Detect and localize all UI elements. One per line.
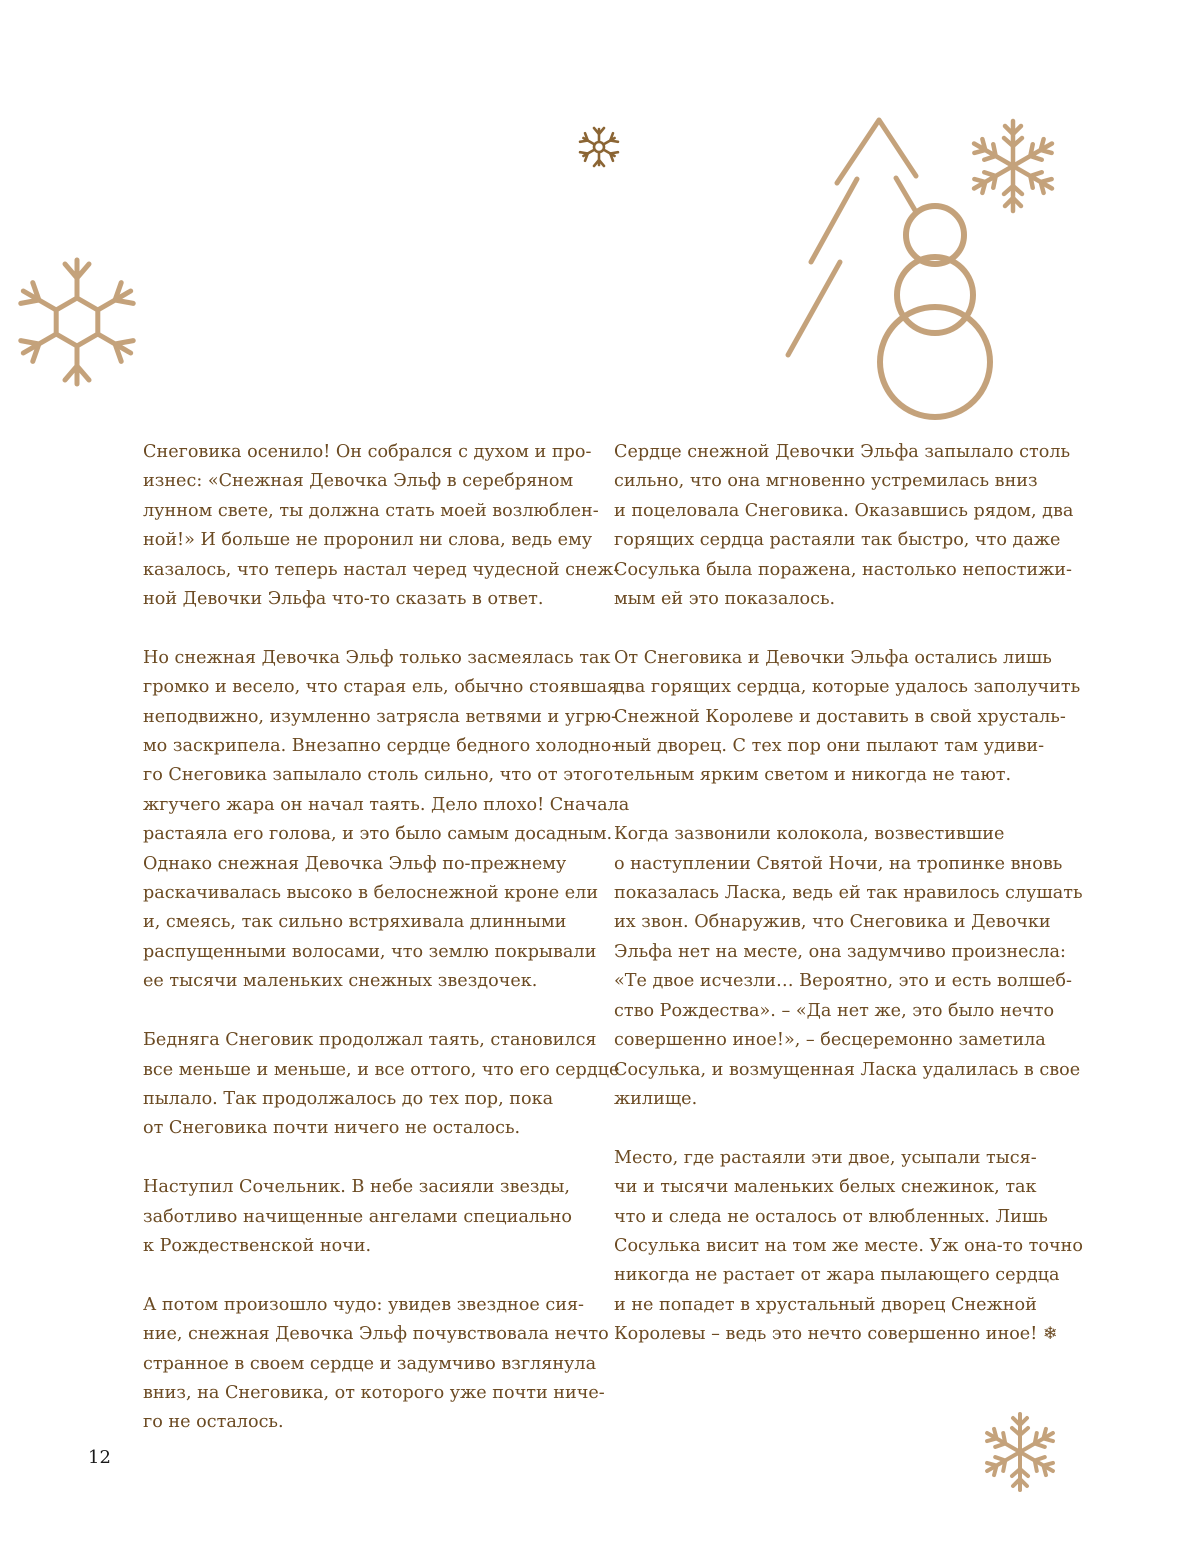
text-line: два горящих сердца, которые удалось заполучить [614, 677, 1081, 698]
paragraph [143, 644, 630, 997]
text-line: лунном свете, ты должна стать моей возлюблен- [143, 500, 599, 521]
text-line: изнес: «Снежная Девочка Эльф в серебряном [143, 471, 574, 492]
snowflake-bottom-right-icon [980, 1412, 1060, 1492]
text-line: Эльфа нет на месте, она задумчиво произнесла: [614, 941, 1066, 962]
text-line: Место, где растаяли эти двое, усыпали тыся- [614, 1147, 1037, 1168]
text-line: показалась Ласка, ведь ей так нравилось слушать [614, 883, 1083, 904]
text-line: горящих сердца растаяли так быстро, что даже [614, 530, 1061, 551]
text-line: раскачивалась высоко в белоснежной кроне ели [143, 883, 599, 904]
text-line: их звон. Обнаружив, что Снеговика и Девочки [614, 912, 1051, 933]
text-line: Однако снежная Девочка Эльф по-прежнему [143, 853, 567, 874]
text-line: чи и тысячи маленьких белых снежинок, так [614, 1177, 1037, 1198]
text-line: «Те двое исчезли… Вероятно, это и есть волшеб- [614, 971, 1072, 992]
text-line: казалось, что теперь настал черед чудесной снеж- [143, 559, 620, 580]
text-line: Сосулька была поражена, настолько непостижи- [614, 559, 1072, 580]
paragraph [614, 820, 1083, 1114]
text-line: заботливо начищенные ангелами специально [143, 1206, 572, 1227]
page-number: 12 [88, 1447, 111, 1468]
text-line: ный дворец. С тех пор они пылают там удиви- [614, 736, 1045, 757]
text-line: Королевы – ведь это нечто совершенно иное! ❄ [614, 1324, 1058, 1345]
left-column [143, 438, 630, 1467]
text-line: и, смеясь, так сильно встряхивала длинными [143, 912, 567, 933]
text-line: о наступлении Святой Ночи, на тропинке вновь [614, 853, 1063, 874]
text-line: ство Рождества». – «Да нет же, это было нечто [614, 1000, 1055, 1021]
text-line: мо заскрипела. Внезапно сердце бедного холодно- [143, 736, 618, 757]
text-line: неподвижно, изумленно затрясла ветвями и угрю- [143, 706, 617, 727]
text-line: сильно, что она мгновенно устремилась вниз [614, 471, 1038, 492]
text-line: тельным ярким светом и никогда не тают. [614, 765, 1012, 786]
text-line: и поцеловала Снеговика. Оказавшись рядом, два [614, 500, 1074, 521]
text-line: растаяла его голова, и это было самым досадным. [143, 824, 613, 845]
paragraph [143, 1291, 609, 1438]
text-line: Но снежная Девочка Эльф только засмеялась так [143, 647, 611, 668]
text-line: Сердце снежной Девочки Эльфа запылало столь [614, 442, 1071, 462]
text-line: ной Девочки Эльфа что-то сказать в ответ. [143, 589, 544, 610]
text-line: Наступил Сочельник. В небе засияли звезды, [143, 1177, 570, 1198]
text-line: распущенными волосами, что землю покрывали [143, 941, 597, 962]
text-line: вниз, на Снеговика, от которого уже почти ниче- [143, 1382, 605, 1403]
text-line: мым ей это показалось. [614, 589, 836, 610]
paragraph [143, 1173, 589, 1261]
text-line: пылало. Так продолжалось до тех пор, пока [143, 1088, 554, 1109]
text-line: и не попадет в хрустальный дворец Снежной [614, 1294, 1037, 1315]
text-line: громко и весело, что старая ель, обычно стоявшая [143, 677, 619, 698]
text-line: к Рождественской ночи. [143, 1235, 372, 1256]
text-line: го не осталось. [143, 1412, 284, 1433]
text-line: все меньше и меньше, и все оттого, что его сердце [143, 1059, 620, 1080]
text-line: Бедняга Снеговик продолжал таять, становился [143, 1030, 597, 1051]
text-line: никогда не растает от жара пылающего сердца [614, 1265, 1060, 1286]
text-line: от Снеговика почти ничего не осталось. [143, 1118, 521, 1139]
text-line: странное в своем сердце и задумчиво взглянула [143, 1353, 597, 1374]
paragraph [614, 644, 1081, 791]
snowflake-top-right-icon [965, 118, 1061, 214]
text-line: Снеговика осенило! Он собрался с духом и про- [143, 442, 592, 462]
paragraph [143, 1026, 620, 1144]
snowflake-top-center-icon [576, 124, 622, 170]
text-line: жгучего жара он начал таять. Дело плохо! Сначала [143, 794, 630, 815]
text-line: А потом произошло чудо: увидев звездное сия- [143, 1294, 584, 1315]
paragraph [614, 1144, 1083, 1350]
paragraph [614, 438, 1074, 614]
text-line: жилище. [614, 1088, 698, 1109]
text-line: Снежной Королеве и доставить в свой хрусталь- [614, 706, 1066, 727]
text-line: ной!» И больше не проронил ни слова, ведь ему [143, 530, 593, 551]
text-line: что и следа не осталось от влюбленных. Лишь [614, 1206, 1048, 1227]
text-line: Когда зазвонили колокола, возвестившие [614, 824, 1005, 845]
text-line: ние, снежная Девочка Эльф почувствовала нечто [143, 1324, 609, 1345]
text-line: Сосулька, и возмущенная Ласка удалилась в свое [614, 1059, 1081, 1080]
snowflake-left-icon [10, 255, 144, 389]
text-line: го Снеговика запылало столь сильно, что от этого [143, 765, 614, 786]
right-column [614, 438, 1083, 1379]
text-line: От Снеговика и Девочки Эльфа остались лишь [614, 647, 1052, 668]
text-line: ее тысячи маленьких снежных звездочек. [143, 971, 538, 992]
text-line: Сосулька висит на том же месте. Уж она-то точно [614, 1235, 1083, 1256]
paragraph [143, 438, 620, 614]
text-line: совершенно иное!», – бесцеремонно заметила [614, 1030, 1046, 1051]
snowman-icon [872, 202, 998, 420]
